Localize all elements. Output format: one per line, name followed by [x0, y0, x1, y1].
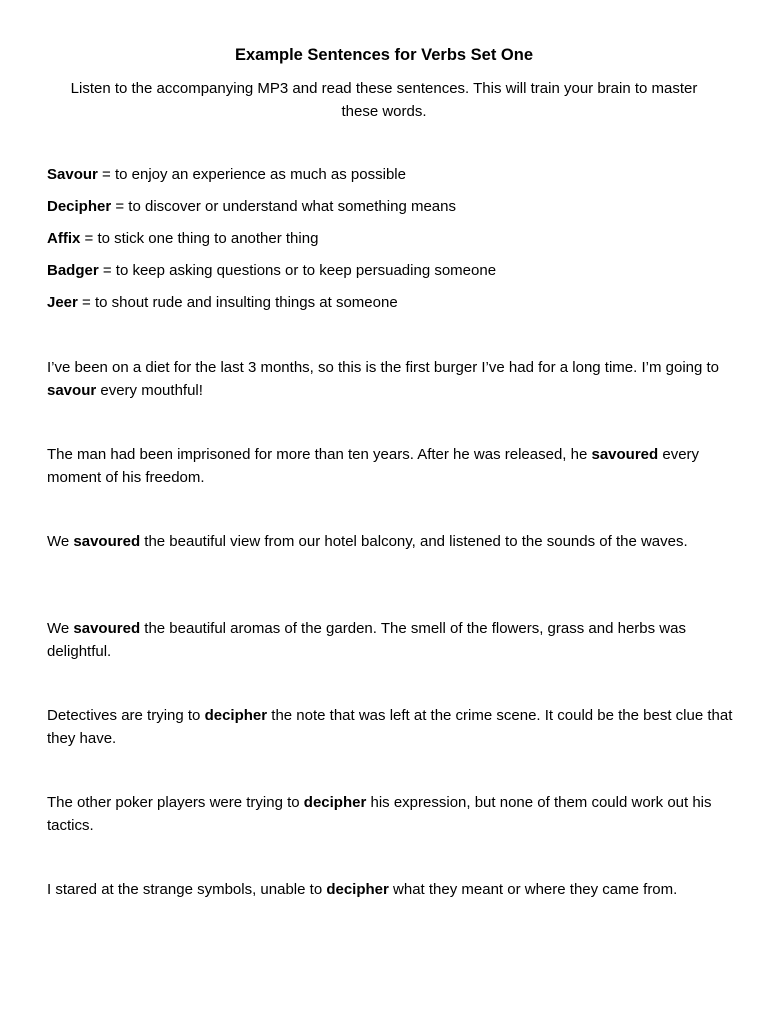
sentence-keyword: decipher: [303, 794, 367, 811]
sentence-keyword: decipher: [204, 707, 268, 724]
intro-paragraph: Listen to the accompanying MP3 and read these sentences. This will train your brain to master these words.: [70, 80, 698, 120]
definition-term: Badger: [47, 262, 99, 279]
definition-meaning: = to shout rude and insulting things at someone: [77, 294, 398, 311]
sentence-text: the beautiful view from our hotel balcony, and listened to the sounds of the waves.: [140, 533, 688, 550]
page-title: Example Sentences for Verbs Set One: [234, 46, 534, 64]
definition-term: Savour: [47, 166, 98, 183]
definition-term: Affix: [47, 230, 81, 247]
example-sentence: [47, 792, 737, 879]
definition-term: Decipher: [47, 198, 112, 215]
definition-meaning: = to enjoy an experience as much as possible: [97, 166, 406, 183]
definition-list: [47, 164, 737, 324]
sentence-text: The man had been imprisoned for more than ten years. After he was released, he: [47, 446, 592, 463]
example-sentence: [47, 444, 737, 531]
sentence-keyword: savoured: [73, 533, 141, 550]
sentence-text: Detectives are trying to: [47, 707, 205, 724]
definition-meaning: = to keep asking questions or to keep persuading someone: [98, 262, 497, 279]
definition-item: [47, 228, 737, 260]
sentence-keyword: decipher: [326, 881, 389, 898]
sentence-text: the beautiful aromas of the garden. The smell of the flowers, grass and herbs was delightful.: [47, 620, 686, 660]
definition-item: [47, 164, 737, 196]
sentence-text: We: [47, 620, 74, 637]
sentence-text: The other poker players were trying to: [47, 794, 304, 811]
example-sentence: [47, 531, 737, 618]
example-sentences: [47, 357, 737, 966]
sentence-text: We: [47, 533, 74, 550]
sentence-text: every moment of his freedom.: [47, 446, 700, 486]
example-sentence: [47, 705, 737, 792]
example-sentence: [47, 618, 737, 705]
sentence-keyword: savour: [47, 381, 97, 399]
example-sentence: [47, 879, 737, 966]
definition-term: Jeer: [47, 294, 78, 311]
definition-meaning: = to discover or understand what something means: [111, 198, 456, 215]
definition-meaning: = to stick one thing to another thing: [80, 230, 319, 247]
sentence-keyword: savoured: [73, 620, 141, 637]
definition-item: [47, 292, 737, 324]
definition-item: [47, 196, 737, 228]
sentence-keyword: savoured: [591, 446, 659, 463]
definition-item: [47, 260, 737, 292]
sentence-text: I’ve been on a diet for the last 3 months, so this is the first burger I’ve had for a long time. I’m going to: [47, 359, 720, 376]
sentence-text: I stared at the strange symbols, unable to: [47, 881, 327, 898]
sentence-text: every mouthful!: [96, 381, 203, 399]
sentence-text: what they meant or where they came from.: [388, 881, 678, 898]
example-sentence: [47, 357, 737, 444]
sentence-text: his expression, but none of them could work out his tactics.: [47, 794, 712, 834]
sentence-text: the note that was left at the crime scene. It could be the best clue that they have.: [47, 707, 733, 747]
